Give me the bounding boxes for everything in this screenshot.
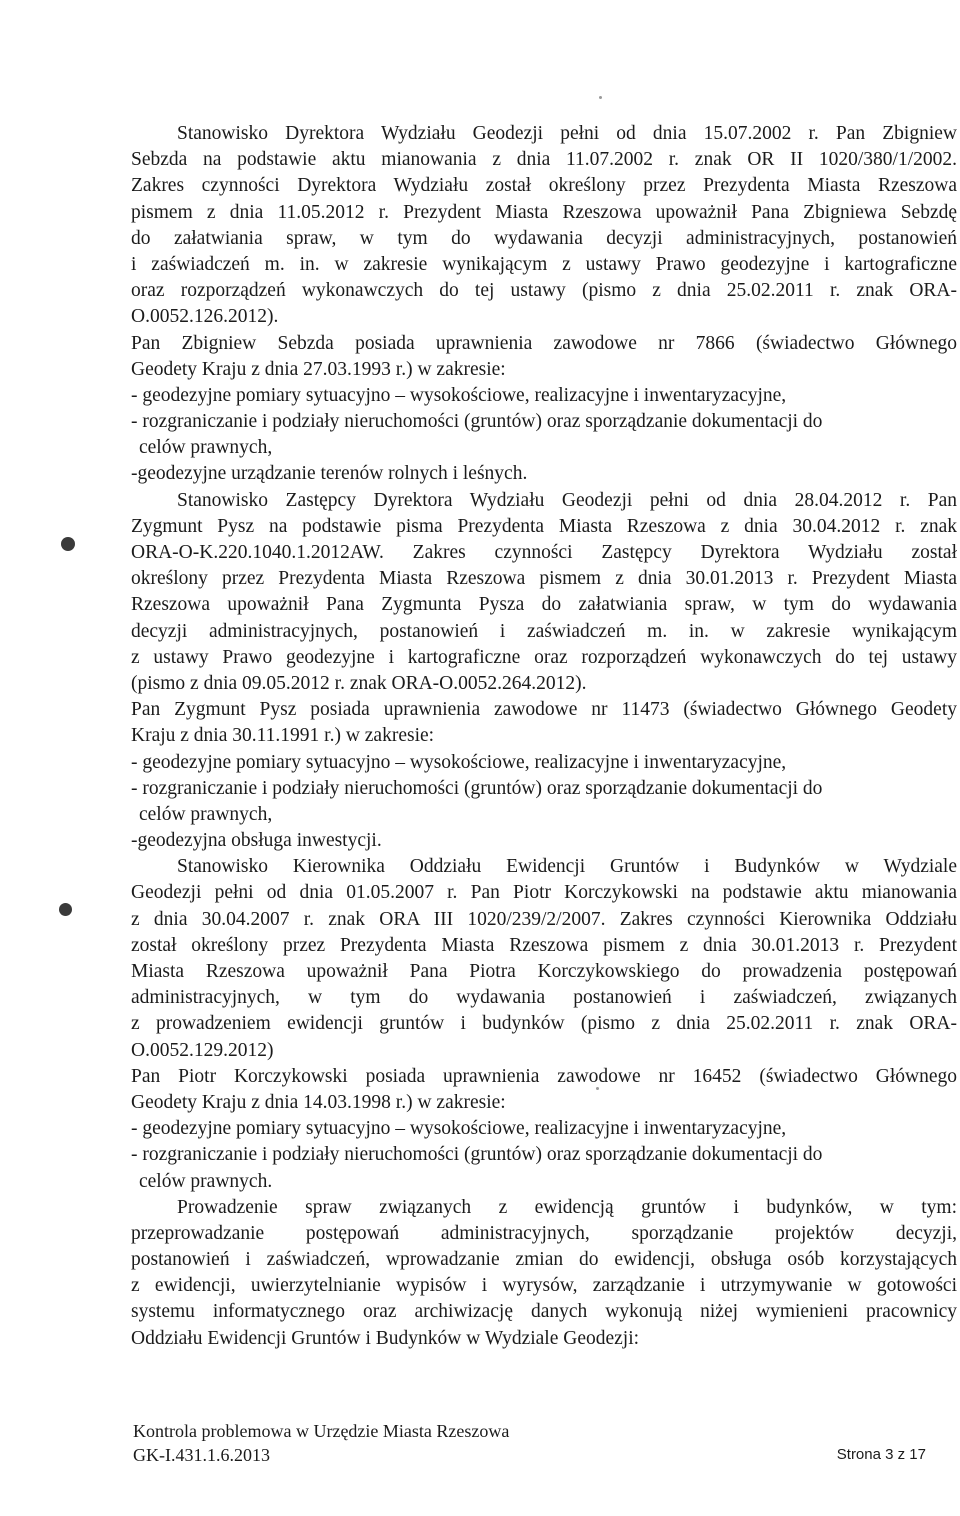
document-body (131, 121, 957, 1352)
text-line: Geodety Kraju z dnia 14.03.1998 r.) w zakresie: (131, 1091, 506, 1113)
text-line: - geodezyjne pomiary sytuacyjno – wysokościowe, realizacyjne i inwentaryzacyjne, (131, 384, 787, 406)
text-line: systemu informatycznego oraz archiwizację danych wykonują niżej wymienieni pracownicy (131, 1301, 957, 1323)
text-line: Rzeszowa upoważnił Pana Zygmunta Pysza do załatwiania spraw, w tym do wydawania (131, 594, 957, 616)
text-line: i zaświadczeń m. in. w zakresie wynikającym z ustawy Prawo geodezyjne i kartograficzne (131, 253, 957, 275)
text-line: O.0052.126.2012). (131, 306, 279, 328)
text-line: - geodezyjne pomiary sytuacyjno – wysokościowe, realizacyjne i inwentaryzacyjne, (131, 1118, 787, 1140)
footer-reference: GK-I.431.1.6.2013 (133, 1445, 270, 1465)
text-line: ORA-O-K.220.1040.1.2012AW. Zakres czynności Zastępcy Dyrektora Wydziału został (131, 542, 957, 563)
page-number: Strona 3 z 17 (836, 1446, 926, 1463)
text-line: przeprowadzanie postępowań administracyjnych, sporządzanie projektów decyzji, (131, 1222, 957, 1244)
text-line: Stanowisko Dyrektora Wydziału Geodezji pełni od dnia 15.07.2002 r. Pan Zbigniew (177, 123, 957, 144)
text-line: Zygmunt Pysz na podstawie pisma Prezydenta Miasta Rzeszowa z dnia 30.04.2012 r. znak (131, 515, 957, 537)
scan-speck (599, 96, 602, 99)
text-line: decyzji administracyjnych, postanowień i zaświadczeń m. in. w zakresie wynikającym (131, 620, 957, 642)
text-line: -geodezyjna obsługa inwestycji. (131, 830, 382, 852)
text-line: z dnia 30.04.2007 r. znak ORA III 1020/239/2/2007. Zakres czynności Kierownika Oddziału (131, 908, 957, 930)
text-line: Pan Zbigniew Sebzda posiada uprawnienia zawodowe nr 7866 (świadectwo Głównego (131, 332, 957, 354)
text-line: Stanowisko Kierownika Oddziału Ewidencji Gruntów i Budynków w Wydziale (177, 856, 957, 878)
text-line: Stanowisko Zastępcy Dyrektora Wydziału Geodezji pełni od dnia 28.04.2012 r. Pan (177, 489, 957, 511)
text-line: Sebzda na podstawie aktu mianowania z dnia 11.07.2002 r. znak OR II 1020/380/1/2002. (131, 149, 957, 171)
text-line: z prowadzeniem ewidencji gruntów i budynków (pismo z dnia 25.02.2011 r. znak ORA- (131, 1013, 957, 1035)
text-line: został określony przez Prezydenta Miasta Rzeszowa pismem z dnia 30.01.2013 r. Prezydent (131, 934, 957, 956)
text-line: z ustawy Prawo geodezyjne i kartograficzne oraz rozporządzeń wykonawczych do tej ustawy (131, 646, 957, 668)
text-line: Geodety Kraju z dnia 27.03.1993 r.) w zakresie: (131, 358, 506, 380)
text-line: Miasta Rzeszowa upoważnił Pana Piotra Korczykowskiego do prowadzenia postępowań (131, 961, 957, 982)
text-line: Geodezji pełni od dnia 01.05.2007 r. Pan Piotr Korczykowski na podstawie aktu mianowania (131, 882, 957, 904)
text-line: - rozgraniczanie i podziały nieruchomości (gruntów) oraz sporządzanie dokumentacji do (131, 777, 823, 799)
text-line: określony przez Prezydenta Miasta Rzeszowa pismem z dnia 30.01.2013 r. Prezydent Miasta (131, 568, 957, 590)
text-line: -geodezyjne urządzanie terenów rolnych i leśnych. (131, 463, 528, 485)
text-line: oraz rozporządzeń wykonawczych do tej ustawy (pismo z dnia 25.02.2011 r. znak ORA- (131, 280, 957, 302)
text-line: - rozgraniczanie i podziały nieruchomości (gruntów) oraz sporządzanie dokumentacji do (131, 411, 823, 433)
text-line: Kraju z dnia 30.11.1991 r.) w zakresie: (131, 725, 435, 747)
text-line: Prowadzenie spraw związanych z ewidencją gruntów i budynków, w tym: (177, 1196, 957, 1218)
text-line: Oddziału Ewidencji Gruntów i Budynków w Wydziale Geodezji: (131, 1327, 640, 1349)
text-line: O.0052.129.2012) (131, 1039, 274, 1061)
text-line: pismem z dnia 11.05.2012 r. Prezydent Miasta Rzeszowa upoważnił Pana Zbigniewa Sebzdę (131, 201, 957, 223)
text-line: Pan Piotr Korczykowski posiada uprawnienia zawodowe nr 16452 (świadectwo Głównego (131, 1065, 957, 1087)
punch-hole-mark (61, 537, 75, 551)
footer-title: Kontrola problemowa w Urzędzie Miasta Rzeszowa (133, 1421, 510, 1441)
text-line: z ewidencji, uwierzytelnianie wypisów i wyrysów, zarządzanie i utrzymywanie w gotowości (131, 1275, 957, 1297)
text-line: do załatwiania spraw, w tym do wydawania decyzji administracyjnych, postanowień (131, 227, 957, 249)
text-line: (pismo z dnia 09.05.2012 r. znak ORA-O.0052.264.2012). (131, 672, 587, 694)
text-line: postanowień i zaświadczeń, wprowadzanie zmian do ewidencji, obsługa osób korzystających (131, 1249, 957, 1271)
text-line: administracyjnych, w tym do wydawania postanowień i zaświadczeń, związanych (131, 987, 957, 1009)
text-line: Pan Zygmunt Pysz posiada uprawnienia zawodowe nr 11473 (świadectwo Głównego Geodety (131, 699, 957, 721)
text-line: Zakres czynności Dyrektora Wydziału został określony przez Prezydenta Miasta Rzeszowa (131, 175, 957, 197)
text-line: celów prawnych. (139, 1170, 273, 1192)
text-line: - geodezyjne pomiary sytuacyjno – wysokościowe, realizacyjne i inwentaryzacyjne, (131, 751, 787, 773)
punch-hole-mark (59, 903, 72, 916)
text-line: - rozgraniczanie i podziały nieruchomości (gruntów) oraz sporządzanie dokumentacji do (131, 1144, 823, 1166)
text-line: celów prawnych, (139, 803, 273, 825)
text-line: celów prawnych, (139, 437, 273, 459)
footer-left (133, 1419, 509, 1467)
